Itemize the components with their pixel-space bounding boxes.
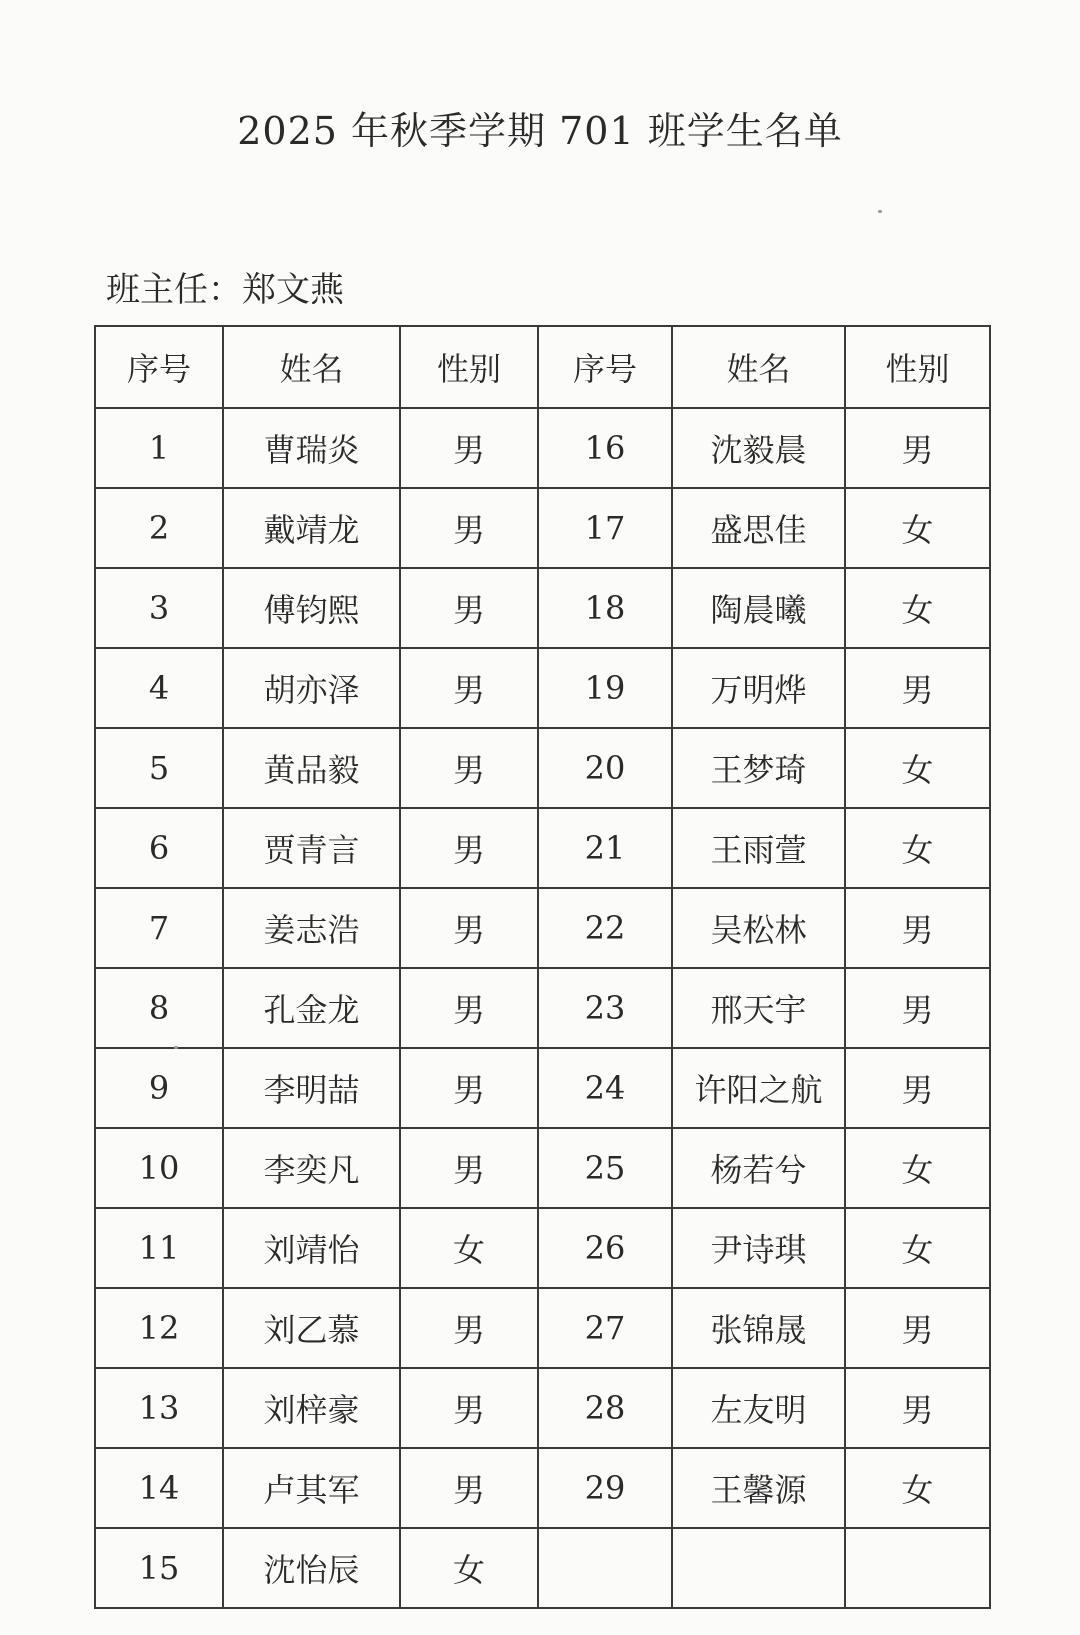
cell-gender-left: 男 <box>400 888 538 968</box>
cell-name-right: 盛思佳 <box>672 488 845 568</box>
cell-number-right: 25 <box>538 1128 672 1208</box>
cell-name-right <box>672 1528 845 1608</box>
table-row <box>95 808 990 888</box>
cell-gender-left: 男 <box>400 1128 538 1208</box>
cell-gender-right: 男 <box>845 1368 990 1448</box>
table-row <box>95 1448 990 1528</box>
cell-name-right: 邢天宇 <box>672 968 845 1048</box>
cell-number-left: 12 <box>95 1288 223 1368</box>
cell-number-right: 22 <box>538 888 672 968</box>
cell-gender-left: 男 <box>400 648 538 728</box>
cell-number-right: 21 <box>538 808 672 888</box>
cell-gender-right: 男 <box>845 968 990 1048</box>
cell-name-right: 万明烨 <box>672 648 845 728</box>
cell-name-right: 陶晨曦 <box>672 568 845 648</box>
cell-gender-left: 女 <box>400 1208 538 1288</box>
cell-gender-right: 男 <box>845 888 990 968</box>
header-number-left: 序号 <box>95 326 223 408</box>
cell-name-left: 刘乙慕 <box>223 1288 400 1368</box>
homeroom-teacher: 班主任：郑文燕 <box>106 270 344 310</box>
student-roster-table <box>94 325 991 1609</box>
cell-gender-right: 女 <box>845 1448 990 1528</box>
cell-number-left: 14 <box>95 1448 223 1528</box>
cell-gender-left: 男 <box>400 1288 538 1368</box>
cell-name-left: 傅钧熙 <box>223 568 400 648</box>
cell-gender-right <box>845 1528 990 1608</box>
cell-name-right: 王梦琦 <box>672 728 845 808</box>
table-row <box>95 1048 990 1128</box>
cell-number-right: 20 <box>538 728 672 808</box>
table-row <box>95 968 990 1048</box>
cell-gender-right: 男 <box>845 1048 990 1128</box>
table-row <box>95 728 990 808</box>
cell-number-left: 3 <box>95 568 223 648</box>
cell-name-right: 吴松林 <box>672 888 845 968</box>
table-row <box>95 408 990 488</box>
cell-name-left: 姜志浩 <box>223 888 400 968</box>
cell-name-right: 许阳之航 <box>672 1048 845 1128</box>
cell-name-left: 孔金龙 <box>223 968 400 1048</box>
cell-name-right: 尹诗琪 <box>672 1208 845 1288</box>
cell-gender-left: 男 <box>400 1368 538 1448</box>
table-row <box>95 1528 990 1608</box>
cell-number-left: 8 <box>95 968 223 1048</box>
cell-number-right: 27 <box>538 1288 672 1368</box>
header-number-right: 序号 <box>538 326 672 408</box>
cell-gender-left: 男 <box>400 968 538 1048</box>
cell-name-right: 王馨源 <box>672 1448 845 1528</box>
cell-number-left: 15 <box>95 1528 223 1608</box>
cell-gender-right: 男 <box>845 408 990 488</box>
cell-name-left: 李明喆 <box>223 1048 400 1128</box>
cell-number-left: 1 <box>95 408 223 488</box>
cell-number-left: 11 <box>95 1208 223 1288</box>
cell-number-left: 6 <box>95 808 223 888</box>
table-row <box>95 568 990 648</box>
cell-name-left: 贾青言 <box>223 808 400 888</box>
cell-number-left: 4 <box>95 648 223 728</box>
cell-number-left: 5 <box>95 728 223 808</box>
table-row <box>95 648 990 728</box>
cell-name-right: 沈毅晨 <box>672 408 845 488</box>
cell-name-left: 戴靖龙 <box>223 488 400 568</box>
cell-gender-left: 男 <box>400 1448 538 1528</box>
cell-number-right: 29 <box>538 1448 672 1528</box>
cell-number-right: 23 <box>538 968 672 1048</box>
cell-name-left: 黄品毅 <box>223 728 400 808</box>
cell-name-left: 刘靖怡 <box>223 1208 400 1288</box>
cell-gender-right: 女 <box>845 488 990 568</box>
header-gender-right: 性别 <box>845 326 990 408</box>
cell-name-left: 李奕凡 <box>223 1128 400 1208</box>
table-row <box>95 1368 990 1448</box>
cell-name-left: 曹瑞炎 <box>223 408 400 488</box>
cell-gender-left: 男 <box>400 1048 538 1128</box>
cell-number-right: 17 <box>538 488 672 568</box>
cell-name-right: 杨若兮 <box>672 1128 845 1208</box>
cell-number-left: 9 <box>95 1048 223 1128</box>
cell-gender-left: 男 <box>400 488 538 568</box>
table-row <box>95 888 990 968</box>
cell-number-right: 28 <box>538 1368 672 1448</box>
cell-number-right: 19 <box>538 648 672 728</box>
cell-gender-left: 男 <box>400 408 538 488</box>
cell-number-left: 2 <box>95 488 223 568</box>
cell-name-left: 胡亦泽 <box>223 648 400 728</box>
table-row <box>95 488 990 568</box>
cell-gender-right: 女 <box>845 728 990 808</box>
table-header-row <box>95 326 990 408</box>
cell-gender-right: 男 <box>845 1288 990 1368</box>
cell-gender-left: 女 <box>400 1528 538 1608</box>
cell-number-right: 16 <box>538 408 672 488</box>
table-row <box>95 1208 990 1288</box>
cell-gender-right: 女 <box>845 808 990 888</box>
cell-number-right: 18 <box>538 568 672 648</box>
cell-number-left: 10 <box>95 1128 223 1208</box>
cell-gender-right: 女 <box>845 1128 990 1208</box>
cell-number-right <box>538 1528 672 1608</box>
cell-gender-left: 男 <box>400 808 538 888</box>
scan-speck <box>174 1046 178 1049</box>
cell-name-left: 沈怡辰 <box>223 1528 400 1608</box>
cell-gender-left: 男 <box>400 728 538 808</box>
cell-gender-right: 女 <box>845 1208 990 1288</box>
header-name-left: 姓名 <box>223 326 400 408</box>
cell-gender-right: 男 <box>845 648 990 728</box>
cell-number-right: 24 <box>538 1048 672 1128</box>
scan-speck <box>878 210 882 213</box>
table-row <box>95 1288 990 1368</box>
cell-gender-left: 男 <box>400 568 538 648</box>
header-name-right: 姓名 <box>672 326 845 408</box>
cell-name-right: 张锦晟 <box>672 1288 845 1368</box>
table-row <box>95 1128 990 1208</box>
header-gender-left: 性别 <box>400 326 538 408</box>
document-title: 2025 年秋季学期 701 班学生名单 <box>237 109 843 153</box>
cell-name-left: 卢其军 <box>223 1448 400 1528</box>
cell-number-left: 7 <box>95 888 223 968</box>
cell-gender-right: 女 <box>845 568 990 648</box>
cell-name-right: 王雨萱 <box>672 808 845 888</box>
cell-name-left: 刘梓豪 <box>223 1368 400 1448</box>
cell-number-left: 13 <box>95 1368 223 1448</box>
cell-number-right: 26 <box>538 1208 672 1288</box>
cell-name-right: 左友明 <box>672 1368 845 1448</box>
